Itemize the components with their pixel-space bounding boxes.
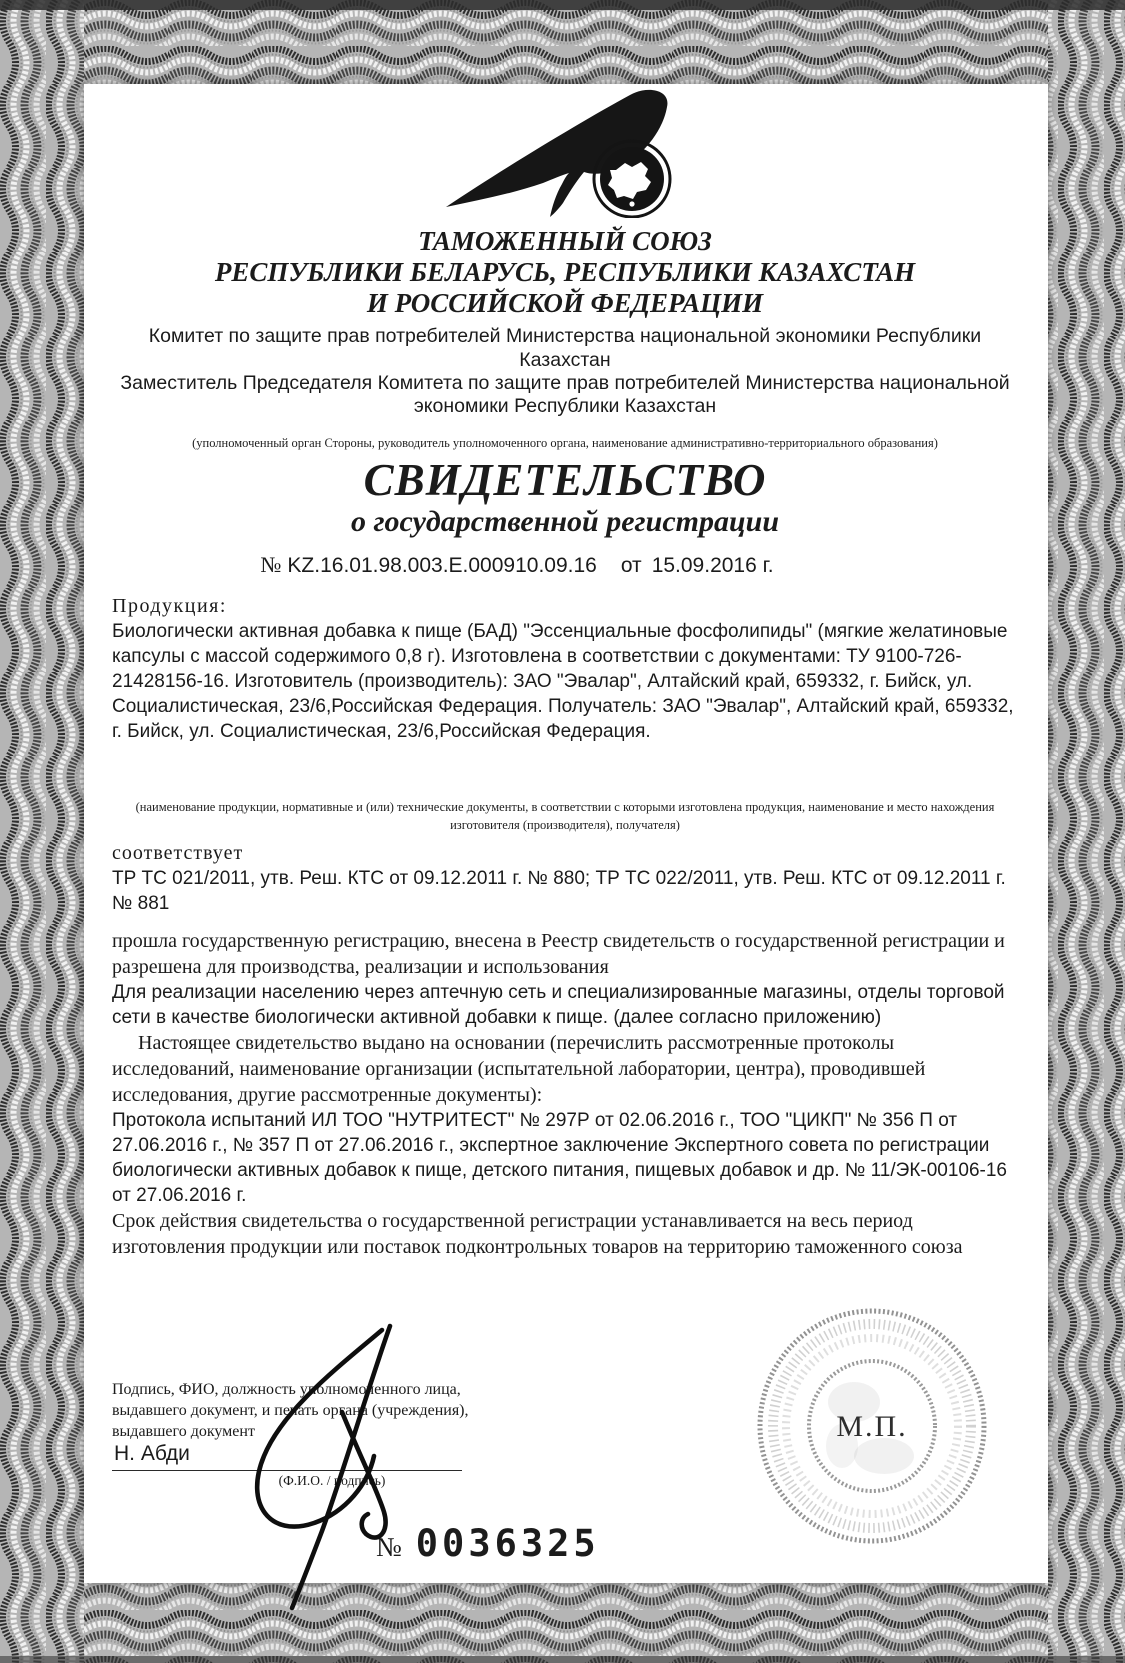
signature-line-caption: (Ф.И.О. / подпись) bbox=[278, 1473, 386, 1488]
number-sign: № bbox=[260, 551, 282, 577]
conforms-label: соответствует bbox=[112, 841, 244, 864]
authority-line1: Комитет по защите прав потребителей Министерства национальной экономики Республики Казахстан bbox=[148, 325, 982, 371]
union-title-line1: ТАМОЖЕННЫЙ СОЮЗ bbox=[418, 226, 712, 256]
page-subtitle: о государственной регистрации bbox=[350, 504, 780, 538]
union-title-line2: РЕСПУБЛИКИ БЕЛАРУСЬ, РЕСПУБЛИКИ КАЗАХСТАН bbox=[214, 257, 916, 288]
signatory-name: Н. Абди bbox=[112, 1436, 462, 1471]
technical-regulations: ТР ТС 021/2011, утв. Реш. КТС от 09.12.2011 г. № 880; ТР ТС 022/2011, утв. Реш. КТС от 09.12.2011 г. № 881 bbox=[112, 867, 1006, 914]
union-title bbox=[112, 226, 1018, 319]
sale-conditions: Для реализации населению через аптечную сеть и специализированные магазины, отделы торговой сети в качестве биологически активной добавки к пище. (далее согласно приложению) bbox=[112, 981, 1005, 1028]
certificate-date: 15.09.2016 г. bbox=[651, 553, 774, 577]
registration-statement: прошла государственную регистрацию, внесена в Реестр свидетельств о государственной регистрации и разрешена для производства, реализации и использования bbox=[112, 929, 1005, 978]
logo-container bbox=[112, 86, 1018, 218]
page-title: СВИДЕТЕЛЬСТВО bbox=[363, 454, 767, 505]
authority-line2: Заместитель Председателя Комитета по защите прав потребителей Министерства национальной экономики Республики Казахстан bbox=[120, 371, 1010, 418]
certificate-number-line bbox=[64, 552, 970, 578]
serial-number: 0036325 bbox=[415, 1522, 600, 1565]
date-preposition: от bbox=[620, 553, 642, 577]
product-label: Продукция: bbox=[112, 594, 227, 617]
certificate-panel bbox=[84, 84, 1048, 1583]
product-footnote: (наименование продукции, нормативные и (или) технические документы, в соответствии с которыми изготовлена продукция, наименование и место нахождения изготовителя (производителя), получателя) bbox=[135, 799, 995, 832]
validity-statement: Срок действия свидетельства о государственной регистрации устанавливается на весь период изготовления продукции или поставок подконтрольных товаров на территорию таможенного союза bbox=[112, 1209, 963, 1258]
authority-footnote: (уполномоченный орган Стороны, руководитель уполномоченного органа, наименование административно-территориального образования) bbox=[192, 435, 938, 450]
union-title-line3: И РОССИЙСКОЙ ФЕДЕРАЦИИ bbox=[366, 288, 764, 319]
basis-statement: Настоящее свидетельство выдано на основании (перечислить рассмотренные протоколы исследований, наименование организации (испытательной лаборатории, центра), проводившей исследования, другие рассмотренные документы): bbox=[112, 1031, 926, 1106]
issuing-authority bbox=[112, 325, 1018, 419]
customs-union-bird-logo bbox=[434, 86, 696, 218]
serial-number-sign: № bbox=[376, 1532, 402, 1562]
signature-caption: Подпись, ФИО, должность уполномоченного лица, выдавшего документ, и печать органа (учреждения), выдавшего документ bbox=[112, 1381, 469, 1440]
seal-mp-label: М.П. bbox=[836, 1410, 908, 1443]
product-description: Биологически активная добавка к пище (БАД) "Эссенциальные фосфолипиды" (мягкие желатиновые капсулы с массой содержимого 0,8 г). Изготовлена в соответствии с документами: ТУ 9100-726-21428156-16. Изготовитель (производитель): ЗАО "Эвалар", Алтайский край, 659332, г. Бийск, ул. Социалистическая, 23/6,Российская Федерация. Получатель: ЗАО "Эвалар", Алтайский край, 659332, г. Бийск, ул. Социалистическая, 23/6,Российская Федерация. bbox=[112, 620, 1014, 742]
test-protocols: Протокола испытаний ИЛ ТОО "НУТРИТЕСТ" № 297Р от 02.06.2016 г., ТОО "ЦИКП" № 356 П от 27.06.2016 г., № 357 П от 27.06.2016 г., экспертное заключение Экспертного совета по регистрации биологически активных добавок к пище, детского питания, пищевых добавок и др. № 11/ЭК-00106-16 от 27.06.2016 г. bbox=[112, 1109, 1008, 1206]
round-seal bbox=[754, 1306, 990, 1546]
certificate-number: KZ.16.01.98.003.E.000910.09.16 bbox=[287, 553, 597, 577]
handwritten-signature bbox=[222, 1316, 432, 1616]
